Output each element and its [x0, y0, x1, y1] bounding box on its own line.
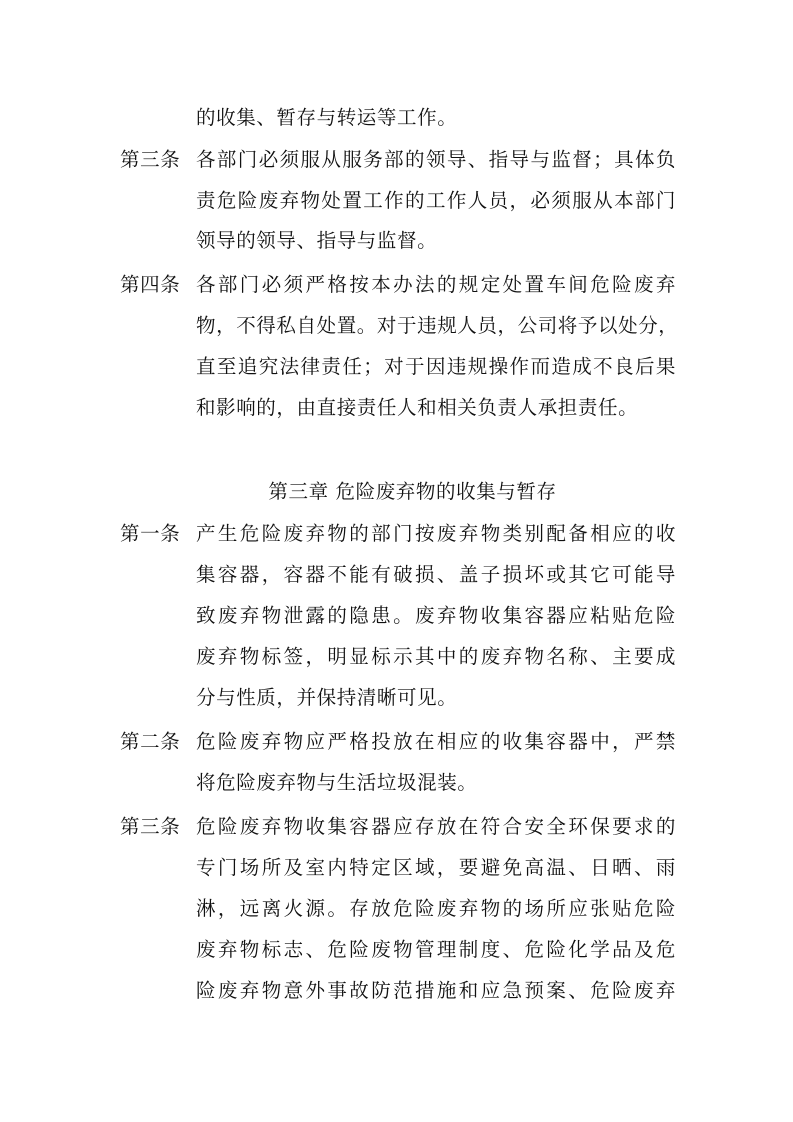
article-line: 废弃物标志、危险废物管理制度、危险化学品及危: [196, 938, 676, 961]
article-line: 废弃物标签，明显标示其中的废弃物名称、主要成: [196, 645, 676, 668]
article-line: 分与性质，并保持清晰可见。: [196, 686, 458, 709]
article-label: 第二条: [120, 730, 181, 753]
article-line: 危险废弃物收集容器应存放在符合安全环保要求的: [196, 815, 676, 838]
article-line: 和影响的，由直接责任人和相关负责人承担责任。: [196, 396, 639, 419]
article-line: 专门场所及室内特定区域，要避免高温、日晒、雨: [196, 856, 676, 879]
article-label: 第三条: [120, 815, 181, 838]
article-label: 第三条: [120, 148, 181, 171]
article-line: 淋，远离火源。存放危险废弃物的场所应张贴危险: [196, 897, 676, 920]
article-line: 领导的领导、指导与监督。: [196, 229, 438, 252]
article-line: 物，不得私自处置。对于违规人员，公司将予以处分，: [196, 314, 679, 337]
article-line: 将危险废弃物与生活垃圾混装。: [196, 771, 478, 794]
continuation-line: 的收集、暂存与转运等工作。: [196, 106, 458, 129]
article-line: 集容器，容器不能有破损、盖子损坏或其它可能导: [196, 563, 676, 586]
chapter-heading: 第三章 危险废弃物的收集与暂存: [268, 480, 557, 503]
article-line: 责危险废弃物处置工作的工作人员，必须服从本部门: [196, 189, 676, 212]
article-line: 各部门必须服从服务部的领导、指导与监督；具体负: [196, 148, 676, 171]
article-label: 第一条: [120, 522, 181, 545]
article-label: 第四条: [120, 273, 181, 296]
article-line: 产生危险废弃物的部门按废弃物类别配备相应的收: [196, 522, 676, 545]
article-line: 险废弃物意外事故防范措施和应急预案、危险废弃: [196, 979, 676, 1002]
article-line: 直至追究法律责任；对于因违规操作而造成不良后果: [196, 355, 676, 378]
article-line: 危险废弃物应严格投放在相应的收集容器中，严禁: [196, 730, 676, 753]
article-line: 各部门必须严格按本办法的规定处置车间危险废弃: [196, 273, 676, 296]
article-line: 致废弃物泄露的隐患。废弃物收集容器应粘贴危险: [196, 604, 676, 627]
